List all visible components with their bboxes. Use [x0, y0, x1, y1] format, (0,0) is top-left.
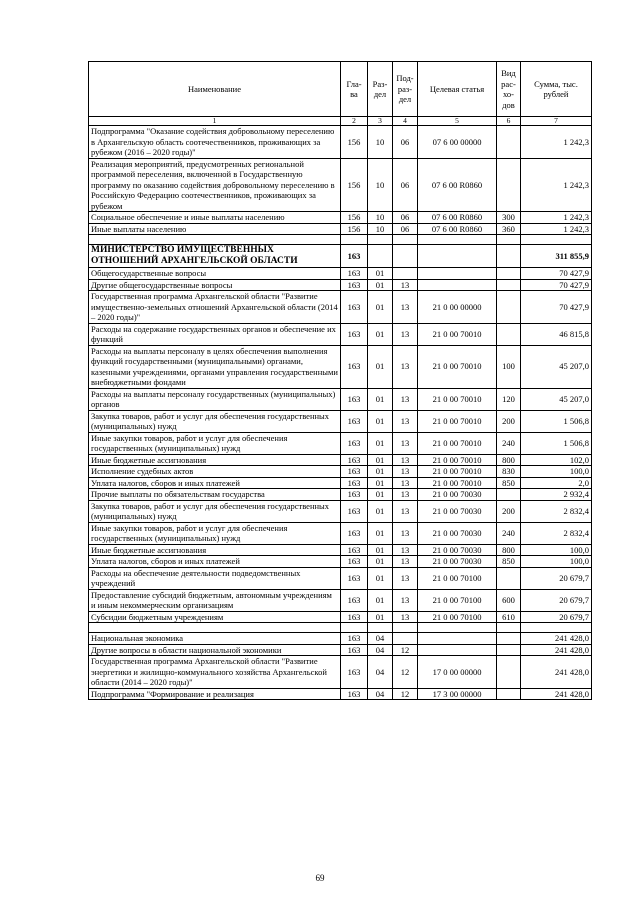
row-chapter-cell: 156 — [341, 126, 368, 159]
row-name-cell: Прочие выплаты по обязательствам государства — [89, 489, 341, 501]
row-target-cell: 07 6 00 R0860 — [418, 223, 497, 235]
row-chapter-cell: 163 — [341, 544, 368, 556]
table-row — [89, 388, 592, 410]
row-expense-type-cell: 240 — [497, 522, 521, 544]
row-name-cell: Иные закупки товаров, работ и услуг для обеспечения государственных (муниципальных) нужд — [89, 522, 341, 544]
row-name-cell: Государственная программа Архангельской области "Развитие имущественно-земельных отношений Архангельской области (2014 – 2020 годы)" — [89, 291, 341, 324]
row-name-cell: Иные бюджетные ассигнования — [89, 544, 341, 556]
row-subsection-cell: 13 — [393, 291, 418, 324]
row-name-cell: Исполнение судебных актов — [89, 466, 341, 478]
row-name-cell: Иные закупки товаров, работ и услуг для обеспечения государственных (муниципальных) нужд — [89, 432, 341, 454]
row-expense-type-cell — [497, 245, 521, 268]
row-name-cell: Предоставление субсидий бюджетным, автономным учреждениям и иным некоммерческим организациям — [89, 589, 341, 611]
row-amount-cell: 2 832,4 — [521, 522, 592, 544]
row-section-cell: 10 — [368, 223, 393, 235]
row-name-cell: Подпрограмма "Формирование и реализация — [89, 688, 341, 700]
row-expense-type-cell: 200 — [497, 410, 521, 432]
row-section-cell: 04 — [368, 688, 393, 700]
row-chapter-cell: 163 — [341, 279, 368, 291]
table-row — [89, 500, 592, 522]
row-chapter-cell: 163 — [341, 432, 368, 454]
row-target-cell: 21 0 00 70030 — [418, 500, 497, 522]
table-row — [89, 477, 592, 489]
table-row — [89, 291, 592, 324]
row-section-cell: 01 — [368, 291, 393, 324]
row-target-cell — [418, 633, 497, 645]
row-chapter-cell: 163 — [341, 688, 368, 700]
row-target-cell: 21 0 00 70010 — [418, 466, 497, 478]
row-subsection-cell: 13 — [393, 522, 418, 544]
row-name-cell: Другие вопросы в области национальной экономики — [89, 644, 341, 656]
row-subsection-cell: 13 — [393, 345, 418, 388]
row-section-cell: 10 — [368, 158, 393, 212]
row-expense-type-cell — [497, 126, 521, 159]
row-target-cell: 21 0 00 70010 — [418, 410, 497, 432]
row-chapter-cell: 163 — [341, 500, 368, 522]
row-chapter-cell: 163 — [341, 466, 368, 478]
row-name-cell: Национальная экономика — [89, 633, 341, 645]
row-name-cell: Расходы на содержание государственных органов и обеспечение их функций — [89, 323, 341, 345]
row-section-cell: 01 — [368, 268, 393, 280]
row-subsection-cell: 13 — [393, 489, 418, 501]
table-row — [89, 522, 592, 544]
row-target-cell: 21 0 00 70100 — [418, 611, 497, 623]
table-row — [89, 656, 592, 689]
row-subsection-cell: 13 — [393, 544, 418, 556]
header-target: Целевая статья — [418, 62, 497, 117]
row-expense-type-cell — [497, 268, 521, 280]
row-expense-type-cell: 240 — [497, 432, 521, 454]
spacer-cell — [368, 235, 393, 245]
table-row — [89, 688, 592, 700]
row-section-cell: 01 — [368, 323, 393, 345]
row-expense-type-cell: 830 — [497, 466, 521, 478]
row-target-cell: 17 0 00 00000 — [418, 656, 497, 689]
row-chapter-cell: 156 — [341, 223, 368, 235]
row-subsection-cell: 13 — [393, 589, 418, 611]
table-row — [89, 223, 592, 235]
row-name-cell: Подпрограмма "Оказание содействия добровольному переселению в Архангельскую область соотечественников, проживающих за рубежом (2016 – 2020 годы)" — [89, 126, 341, 159]
row-amount-cell: 100,0 — [521, 466, 592, 478]
row-expense-type-cell: 800 — [497, 544, 521, 556]
header-number-row — [89, 117, 592, 126]
row-amount-cell: 20 679,7 — [521, 611, 592, 623]
row-section-cell: 10 — [368, 212, 393, 224]
row-amount-cell: 45 207,0 — [521, 345, 592, 388]
row-chapter-cell: 156 — [341, 158, 368, 212]
header-number: 4 — [393, 117, 418, 126]
row-expense-type-cell — [497, 279, 521, 291]
header-number: 1 — [89, 117, 341, 126]
row-target-cell — [418, 268, 497, 280]
row-name-cell: Уплата налогов, сборов и иных платежей — [89, 556, 341, 568]
table-row — [89, 466, 592, 478]
spacer-cell — [341, 235, 368, 245]
header-name: Наименование — [89, 62, 341, 117]
row-subsection-cell: 13 — [393, 556, 418, 568]
row-target-cell: 21 0 00 00000 — [418, 291, 497, 324]
row-amount-cell: 70 427,9 — [521, 279, 592, 291]
row-chapter-cell: 163 — [341, 611, 368, 623]
row-target-cell: 21 0 00 70010 — [418, 432, 497, 454]
row-section-cell: 01 — [368, 544, 393, 556]
table-row — [89, 567, 592, 589]
row-name-cell: Социальное обеспечение и иные выплаты населению — [89, 212, 341, 224]
row-target-cell: 21 0 00 70030 — [418, 544, 497, 556]
row-chapter-cell: 163 — [341, 633, 368, 645]
table-row — [89, 633, 592, 645]
row-amount-cell: 2 932,4 — [521, 489, 592, 501]
header-row — [89, 62, 592, 117]
row-target-cell: 21 0 00 70030 — [418, 522, 497, 544]
row-chapter-cell: 163 — [341, 589, 368, 611]
row-name-cell: МИНИСТЕРСТВО ИМУЩЕСТВЕННЫХ ОТНОШЕНИЙ АРХАНГЕЛЬСКОЙ ОБЛАСТИ — [89, 245, 341, 268]
row-expense-type-cell — [497, 158, 521, 212]
row-section-cell: 01 — [368, 410, 393, 432]
row-target-cell: 21 0 00 70010 — [418, 345, 497, 388]
row-target-cell — [418, 644, 497, 656]
row-amount-cell: 1 242,3 — [521, 212, 592, 224]
row-name-cell: Государственная программа Архангельской области "Развитие энергетики и жилищно-коммунального хозяйства Архангельской области (2014 – 2020 годы)" — [89, 656, 341, 689]
header-number: 6 — [497, 117, 521, 126]
row-section-cell: 01 — [368, 556, 393, 568]
spacer-cell — [521, 235, 592, 245]
row-name-cell: Другие общегосударственные вопросы — [89, 279, 341, 291]
row-amount-cell: 45 207,0 — [521, 388, 592, 410]
row-section-cell: 04 — [368, 656, 393, 689]
row-chapter-cell: 163 — [341, 567, 368, 589]
row-expense-type-cell: 300 — [497, 212, 521, 224]
table-row — [89, 279, 592, 291]
row-amount-cell: 2,0 — [521, 477, 592, 489]
row-name-cell: Расходы на выплаты персоналу государственных (муниципальных) органов — [89, 388, 341, 410]
row-section-cell: 10 — [368, 126, 393, 159]
header-expense-type: Вид рас-хо-дов — [497, 62, 521, 117]
row-subsection-cell — [393, 245, 418, 268]
row-target-cell: 21 0 00 70030 — [418, 556, 497, 568]
row-chapter-cell: 163 — [341, 323, 368, 345]
row-section-cell: 01 — [368, 432, 393, 454]
row-expense-type-cell — [497, 688, 521, 700]
row-expense-type-cell: 120 — [497, 388, 521, 410]
row-chapter-cell: 163 — [341, 410, 368, 432]
row-amount-cell: 20 679,7 — [521, 589, 592, 611]
row-expense-type-cell: 800 — [497, 454, 521, 466]
row-expense-type-cell — [497, 323, 521, 345]
row-amount-cell: 100,0 — [521, 556, 592, 568]
spacer-cell — [418, 623, 497, 633]
row-expense-type-cell: 850 — [497, 556, 521, 568]
row-name-cell: Реализация мероприятий, предусмотренных региональной программой переселения, включенной в Государственную программу по оказанию содействия добровольному переселению в Российскую Федерацию соотечественников, проживающих за рубежом — [89, 158, 341, 212]
row-amount-cell: 1 242,3 — [521, 126, 592, 159]
row-chapter-cell: 163 — [341, 268, 368, 280]
table-row — [89, 126, 592, 159]
row-amount-cell: 1 242,3 — [521, 158, 592, 212]
row-section-cell: 04 — [368, 633, 393, 645]
row-subsection-cell: 13 — [393, 279, 418, 291]
header-chapter: Гла-ва — [341, 62, 368, 117]
row-section-cell — [368, 245, 393, 268]
row-section-cell: 01 — [368, 611, 393, 623]
row-expense-type-cell — [497, 567, 521, 589]
row-expense-type-cell — [497, 291, 521, 324]
row-amount-cell: 70 427,9 — [521, 291, 592, 324]
table-row — [89, 345, 592, 388]
spacer-cell — [497, 623, 521, 633]
table-row — [89, 544, 592, 556]
row-section-cell: 04 — [368, 644, 393, 656]
row-chapter-cell: 163 — [341, 291, 368, 324]
row-target-cell: 17 3 00 00000 — [418, 688, 497, 700]
row-name-cell: Субсидии бюджетным учреждениям — [89, 611, 341, 623]
row-chapter-cell: 163 — [341, 644, 368, 656]
spacer-cell — [393, 623, 418, 633]
row-amount-cell: 46 815,8 — [521, 323, 592, 345]
row-amount-cell: 241 428,0 — [521, 644, 592, 656]
row-expense-type-cell: 600 — [497, 589, 521, 611]
row-expense-type-cell — [497, 633, 521, 645]
row-amount-cell: 1 506,8 — [521, 410, 592, 432]
row-amount-cell: 241 428,0 — [521, 633, 592, 645]
row-target-cell — [418, 245, 497, 268]
row-section-cell: 01 — [368, 388, 393, 410]
header-number: 5 — [418, 117, 497, 126]
row-amount-cell: 70 427,9 — [521, 268, 592, 280]
row-target-cell: 21 0 00 70010 — [418, 388, 497, 410]
spacer-cell — [89, 235, 341, 245]
row-name-cell: Расходы на обеспечение деятельности подведомственных учреждений — [89, 567, 341, 589]
row-chapter-cell: 163 — [341, 345, 368, 388]
spacer-cell — [521, 623, 592, 633]
header-number: 3 — [368, 117, 393, 126]
spacer-cell — [368, 623, 393, 633]
row-target-cell: 21 0 00 70100 — [418, 589, 497, 611]
row-subsection-cell: 13 — [393, 500, 418, 522]
table-row — [89, 410, 592, 432]
table-row — [89, 454, 592, 466]
header-amount: Сумма, тыс. рублей — [521, 62, 592, 117]
row-section-cell: 01 — [368, 279, 393, 291]
row-expense-type-cell: 200 — [497, 500, 521, 522]
row-section-cell: 01 — [368, 489, 393, 501]
row-subsection-cell: 13 — [393, 611, 418, 623]
table-row — [89, 212, 592, 224]
row-subsection-cell: 06 — [393, 126, 418, 159]
row-target-cell: 21 0 00 70010 — [418, 454, 497, 466]
spacer-cell — [418, 235, 497, 245]
spacer-row — [89, 235, 592, 245]
row-subsection-cell: 13 — [393, 410, 418, 432]
row-chapter-cell: 163 — [341, 489, 368, 501]
row-name-cell: Общегосударственные вопросы — [89, 268, 341, 280]
row-subsection-cell: 12 — [393, 688, 418, 700]
row-amount-cell: 102,0 — [521, 454, 592, 466]
row-amount-cell: 2 832,4 — [521, 500, 592, 522]
row-subsection-cell: 13 — [393, 454, 418, 466]
table-row — [89, 611, 592, 623]
table-row — [89, 268, 592, 280]
table-row — [89, 489, 592, 501]
row-expense-type-cell: 610 — [497, 611, 521, 623]
row-expense-type-cell — [497, 644, 521, 656]
row-amount-cell: 241 428,0 — [521, 688, 592, 700]
row-subsection-cell: 06 — [393, 212, 418, 224]
row-target-cell: 07 6 00 R0860 — [418, 158, 497, 212]
row-section-cell: 01 — [368, 345, 393, 388]
row-amount-cell: 1 506,8 — [521, 432, 592, 454]
spacer-cell — [393, 235, 418, 245]
row-subsection-cell: 12 — [393, 644, 418, 656]
budget-table — [88, 61, 592, 700]
row-subsection-cell: 06 — [393, 223, 418, 235]
table-body — [89, 126, 592, 700]
table-row — [89, 323, 592, 345]
row-subsection-cell: 06 — [393, 158, 418, 212]
table-row — [89, 644, 592, 656]
row-amount-cell: 1 242,3 — [521, 223, 592, 235]
row-subsection-cell: 12 — [393, 656, 418, 689]
header-subsection: Под-раз-дел — [393, 62, 418, 117]
row-name-cell: Уплата налогов, сборов и иных платежей — [89, 477, 341, 489]
row-chapter-cell: 163 — [341, 522, 368, 544]
table-row — [89, 158, 592, 212]
row-amount-cell: 241 428,0 — [521, 656, 592, 689]
table-row — [89, 556, 592, 568]
row-target-cell: 07 6 00 R0860 — [418, 212, 497, 224]
row-subsection-cell — [393, 633, 418, 645]
header-number: 2 — [341, 117, 368, 126]
spacer-row — [89, 623, 592, 633]
table-row — [89, 245, 592, 268]
row-target-cell: 21 0 00 70010 — [418, 323, 497, 345]
row-chapter-cell: 163 — [341, 477, 368, 489]
row-amount-cell: 100,0 — [521, 544, 592, 556]
row-chapter-cell: 163 — [341, 556, 368, 568]
row-name-cell: Закупка товаров, работ и услуг для обеспечения государственных (муниципальных) нужд — [89, 410, 341, 432]
row-section-cell: 01 — [368, 567, 393, 589]
row-chapter-cell: 163 — [341, 388, 368, 410]
row-section-cell: 01 — [368, 454, 393, 466]
row-name-cell: Иные выплаты населению — [89, 223, 341, 235]
row-chapter-cell: 163 — [341, 245, 368, 268]
row-expense-type-cell: 360 — [497, 223, 521, 235]
row-amount-cell: 20 679,7 — [521, 567, 592, 589]
row-chapter-cell: 156 — [341, 212, 368, 224]
row-name-cell: Иные бюджетные ассигнования — [89, 454, 341, 466]
row-amount-cell: 311 855,9 — [521, 245, 592, 268]
row-target-cell: 07 6 00 00000 — [418, 126, 497, 159]
row-chapter-cell: 163 — [341, 454, 368, 466]
row-subsection-cell: 13 — [393, 567, 418, 589]
row-expense-type-cell: 850 — [497, 477, 521, 489]
row-target-cell: 21 0 00 70010 — [418, 477, 497, 489]
table-row — [89, 432, 592, 454]
row-subsection-cell: 13 — [393, 323, 418, 345]
row-expense-type-cell: 100 — [497, 345, 521, 388]
row-section-cell: 01 — [368, 477, 393, 489]
table-row — [89, 589, 592, 611]
row-expense-type-cell — [497, 489, 521, 501]
row-section-cell: 01 — [368, 466, 393, 478]
spacer-cell — [341, 623, 368, 633]
header-section: Раз-дел — [368, 62, 393, 117]
header-number: 7 — [521, 117, 592, 126]
row-subsection-cell: 13 — [393, 388, 418, 410]
row-expense-type-cell — [497, 656, 521, 689]
row-section-cell: 01 — [368, 589, 393, 611]
row-name-cell: Расходы на выплаты персоналу в целях обеспечения выполнения функций государственными (муниципальными) органами, казенными учреждениями, органами управления государственными внебюджетными фондами — [89, 345, 341, 388]
page-number: 69 — [315, 873, 325, 883]
row-target-cell — [418, 279, 497, 291]
spacer-cell — [89, 623, 341, 633]
row-section-cell: 01 — [368, 500, 393, 522]
row-target-cell: 21 0 00 70100 — [418, 567, 497, 589]
row-chapter-cell: 163 — [341, 656, 368, 689]
row-subsection-cell: 13 — [393, 466, 418, 478]
row-section-cell: 01 — [368, 522, 393, 544]
row-subsection-cell: 13 — [393, 432, 418, 454]
row-subsection-cell: 13 — [393, 477, 418, 489]
row-subsection-cell — [393, 268, 418, 280]
row-target-cell: 21 0 00 70030 — [418, 489, 497, 501]
row-name-cell: Закупка товаров, работ и услуг для обеспечения государственных (муниципальных) нужд — [89, 500, 341, 522]
spacer-cell — [497, 235, 521, 245]
